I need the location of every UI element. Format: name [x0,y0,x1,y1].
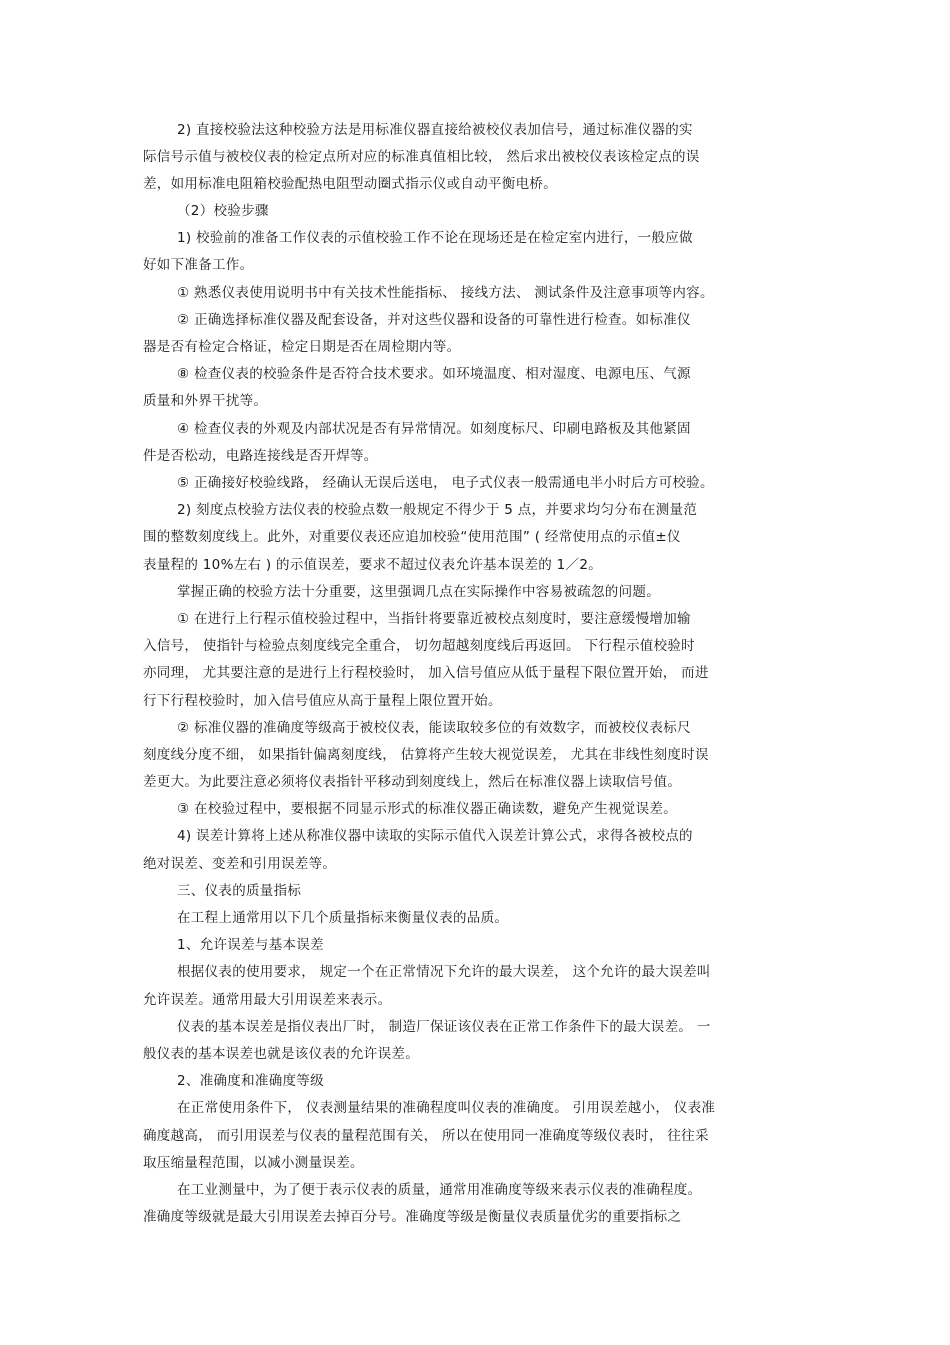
text-line: 入信号， 使指针与检验点刻度线完全重合， 切勿超越刻度线后再返回。 下行程示值校验时 [143,638,695,654]
text-line: 2) 直接校验法这种校验方法是用标准仪器直接给被校仪表加信号，通过标准仪器的实 [177,122,693,138]
text-line: ① 熟悉仪表使用说明书中有关技术性能指标、 接线方法、 测试条件及注意事项等内容。 [177,285,714,301]
text-line: 刻度线分度不细， 如果指针偏离刻度线， 估算将产生较大视觉误差， 尤其在非线性刻度时误 [143,747,709,763]
text-line: 允许误差。通常用最大引用误差来表示。 [143,992,392,1008]
text-line: 绝对误差、变差和引用误差等。 [143,856,337,872]
text-line: 确度越高， 而引用误差与仪表的量程范围有关， 所以在使用同一准确度等级仪表时， 往往采 [143,1128,709,1144]
text-line: 亦同理， 尤其要注意的是进行上行程校验时， 加入信号值应从低于量程下限位置开始， 而进 [143,665,709,681]
text-line: ⑤ 正确接好校验线路， 经确认无误后送电， 电子式仪表一般需通电半小时后方可校验。 [177,475,714,491]
text-line: ③ 在校验过程中，要根据不同显示形式的标准仪器正确读数，避免产生视觉误差。 [177,801,677,817]
text-line: 2) 刻度点校验方法仪表的校验点数一般规定不得少于 5 点，并要求均匀分布在测量范 [177,502,698,518]
text-line: 三、仪表的质量指标 [177,883,302,899]
text-line: ② 正确选择标准仪器及配套设备，并对这些仪器和设备的可靠性进行检查。如标准仪 [177,312,691,328]
text-line: 1) 校验前的准备工作仪表的示值校验工作不论在现场还是在检定室内进行，一般应做 [177,230,693,246]
text-line: 围的整数刻度线上。此外，对重要仪表还应追加校验“使用范围” ( 经常使用点的示值±仪 [143,529,681,545]
text-line: ② 标准仪器的准确度等级高于被校仪表，能读取较多位的有效数字，而被校仪表标尺 [177,720,691,736]
text-line: 行下行程校验时，加入信号值应从高于量程上限位置开始。 [143,693,502,709]
text-line: 仪表的基本误差是指仪表出厂时， 制造厂保证该仪表在正常工作条件下的最大误差。 一 [177,1019,711,1035]
text-line: 准确度等级就是最大引用误差去掉百分号。准确度等级是衡量仪表质量优劣的重要指标之 [143,1209,682,1225]
text-line: 4) 误差计算将上述从称准仪器中读取的实际示值代入误差计算公式，求得各被校点的 [177,828,693,844]
text-line: 际信号示值与被校仪表的检定点所对应的标准真值相比较， 然后求出被校仪表该检定点的误 [143,149,700,165]
text-line: 差，如用标准电阻箱校验配热电阻型动圈式指示仪或自动平衡电桥。 [143,176,557,192]
text-line: 取压缩量程范围，以减小测量误差。 [143,1155,364,1171]
text-line: ④ 检查仪表的外观及内部状况是否有异常情况。如刻度标尺、印刷电路板及其他紧固 [177,421,691,437]
text-line: 2、准确度和准确度等级 [177,1073,324,1089]
text-line: 表量程的 10%左右 ) 的示值误差，要求不超过仪表允许基本误差的 1／2。 [143,557,603,573]
text-line: 好如下准备工作。 [143,257,254,273]
text-line: 1、允许误差与基本误差 [177,937,324,953]
text-line: ⑧ 检查仪表的校验条件是否符合技术要求。如环境温度、相对湿度、电源电压、气源 [177,366,691,382]
text-line: 件是否松动，电路连接线是否开焊等。 [143,448,378,464]
text-line: 般仪表的基本误差也就是该仪表的允许误差。 [143,1046,419,1062]
text-line: （2）校验步骤 [177,203,269,219]
text-line: 掌握正确的校验方法十分重要，这里强调几点在实际操作中容易被疏忽的问题。 [177,584,660,600]
text-line: 在工业测量中，为了便于表示仪表的质量，通常用准确度等级来表示仪表的准确程度。 [177,1182,702,1198]
text-line: 根据仪表的使用要求， 规定一个在正常情况下允许的最大误差， 这个允许的最大误差叫 [177,964,711,980]
text-line: 在工程上通常用以下几个质量指标来衡量仪表的品质。 [177,910,509,926]
text-line: 差更大。为此要注意必须将仪表指针平移动到刻度线上，然后在标准仪器上读取信号值。 [143,774,682,790]
text-line: 在正常使用条件下， 仪表测量结果的准确程度叫仪表的准确度。 引用误差越小， 仪表准 [177,1100,716,1116]
text-line: 器是否有检定合格证，检定日期是否在周检期内等。 [143,339,461,355]
text-line: ① 在进行上行程示值校验过程中，当指针将要靠近被校点刻度时，要注意缓慢增加输 [177,611,691,627]
text-line: 质量和外界干扰等。 [143,393,268,409]
